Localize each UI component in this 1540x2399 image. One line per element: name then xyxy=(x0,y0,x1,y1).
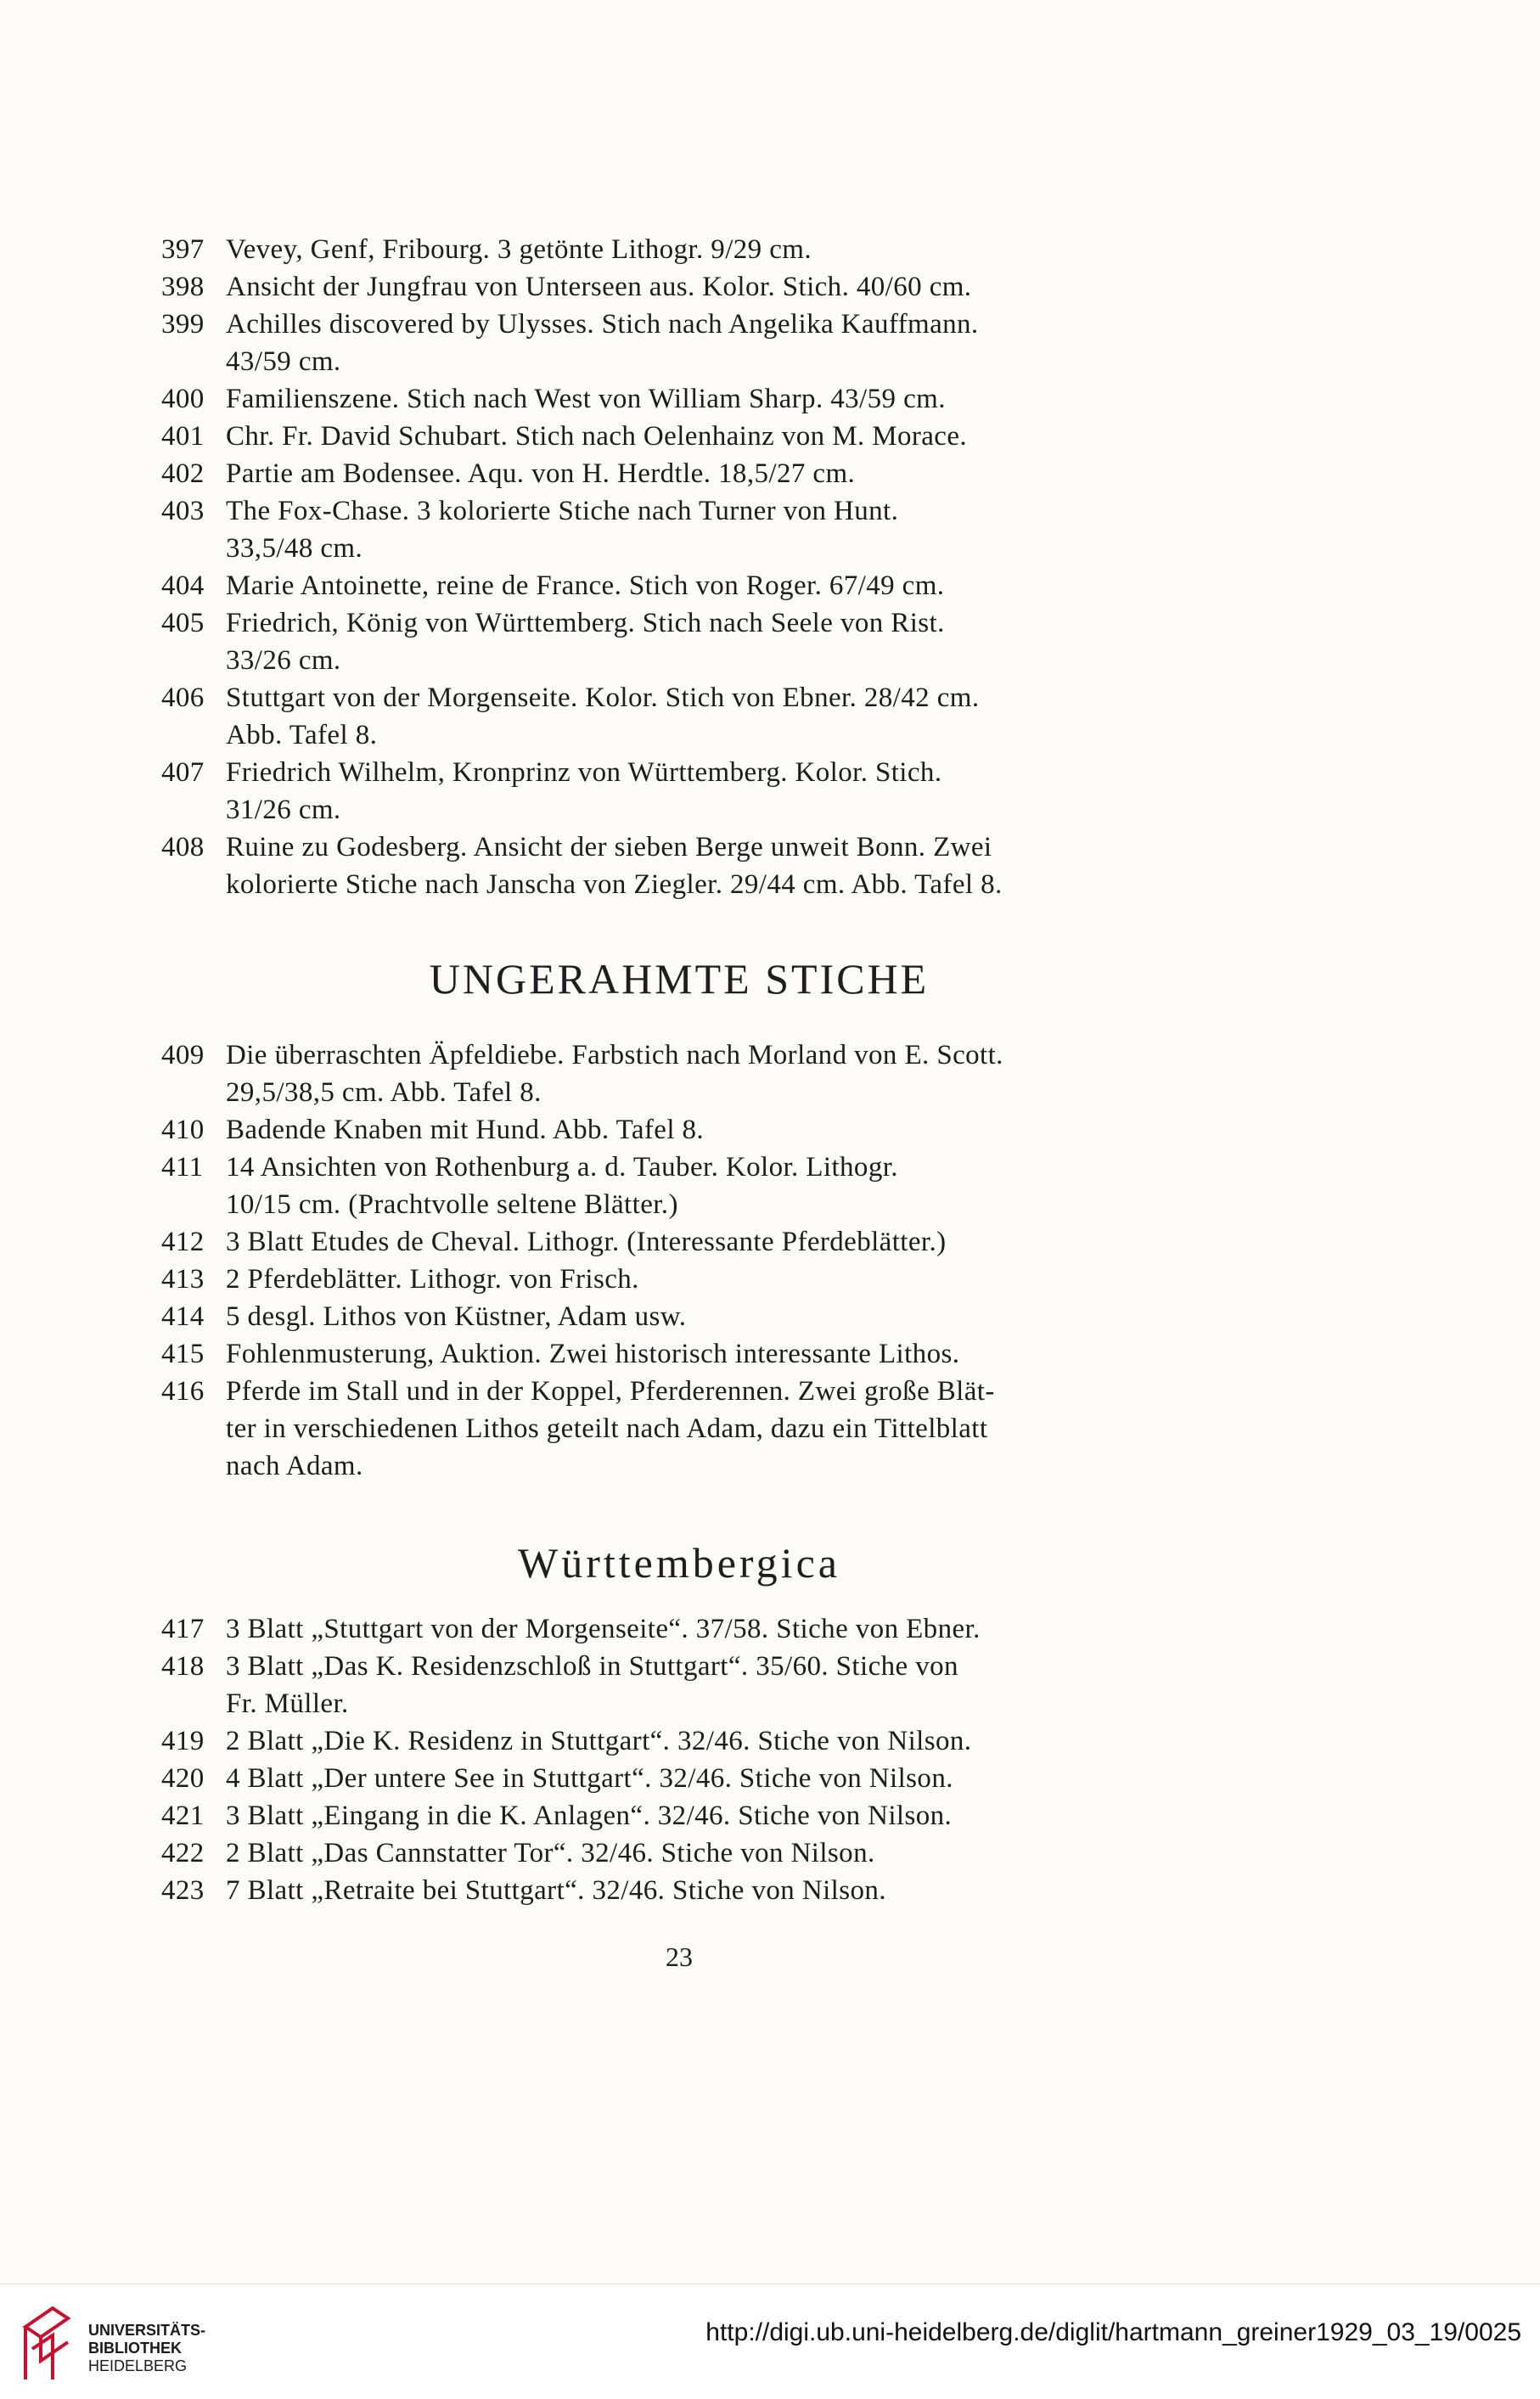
entry-number: 413 xyxy=(161,1264,205,1295)
entry-number: 415 xyxy=(161,1339,205,1369)
entry-number: 408 xyxy=(161,832,205,862)
catalog-entry xyxy=(161,1797,1206,1834)
entry-line: The Fox-Chase. 3 kolorierte Stiche nach Turner von Hunt. xyxy=(226,496,899,526)
catalog-entry xyxy=(161,231,1206,268)
entry-line: nach Adam. xyxy=(226,1451,363,1481)
entry-line: 3 Blatt „Eingang in die K. Anlagen“. 32/46. Stiche von Nilson. xyxy=(226,1801,953,1831)
catalog-entry xyxy=(161,268,1206,306)
entry-number: 421 xyxy=(161,1801,205,1831)
entry-number: 409 xyxy=(161,1040,205,1070)
catalog-entry xyxy=(161,1648,1206,1722)
entry-line: Ansicht der Jungfrau von Unterseen aus. Kolor. Stich. 40/60 cm. xyxy=(226,272,972,302)
entry-line: 5 desgl. Lithos von Küstner, Adam usw. xyxy=(226,1301,687,1332)
entry-number: 423 xyxy=(161,1875,205,1906)
entry-number: 411 xyxy=(161,1152,204,1183)
entry-number: 420 xyxy=(161,1763,205,1794)
entry-number: 397 xyxy=(161,234,205,265)
entry-line: Marie Antoinette, reine de France. Stich von Roger. 67/49 cm. xyxy=(226,570,945,601)
entry-number: 416 xyxy=(161,1376,205,1407)
entry-line: 3 Blatt Etudes de Cheval. Lithogr. (Interessante Pferdeblätter.) xyxy=(226,1227,947,1257)
entry-line: 29,5/38,5 cm. Abb. Tafel 8. xyxy=(226,1077,542,1108)
institution-line-3: HEIDELBERG xyxy=(88,2357,188,2374)
catalog-entry xyxy=(161,455,1206,492)
catalog-entry xyxy=(161,1149,1206,1223)
catalog-entry xyxy=(161,1261,1206,1298)
entry-line: 33,5/48 cm. xyxy=(226,533,363,564)
entry-text xyxy=(226,1834,1206,1872)
catalog-entry xyxy=(161,492,1206,567)
catalog-entry xyxy=(161,1037,1206,1111)
entry-line: Chr. Fr. David Schubart. Stich nach Oelenhainz von M. Morace. xyxy=(226,421,968,452)
section-title-ungerahmte-stiche: UNGERAHMTE STICHE xyxy=(429,955,930,1003)
entry-line: 43/59 cm. xyxy=(226,346,341,377)
entry-number: 405 xyxy=(161,608,205,638)
entry-text xyxy=(226,268,1206,306)
entry-text xyxy=(226,231,1206,268)
entry-text xyxy=(226,604,1206,679)
institution-line-2: BIBLIOTHEK xyxy=(88,2340,182,2357)
catalog-list-c xyxy=(161,1610,1206,1909)
source-url-link[interactable]: http://digi.ub.uni-heidelberg.de/diglit/hartmann_greiner1929_03_19/0025 xyxy=(705,2318,1521,2346)
footer-bar xyxy=(0,2284,1540,2399)
entry-text xyxy=(226,679,1206,754)
catalog-entry xyxy=(161,754,1206,829)
institution-line-1: UNIVERSITÄTS- xyxy=(88,2322,206,2339)
entry-text xyxy=(226,1037,1206,1111)
catalog-entry xyxy=(161,418,1206,455)
entry-line: Stuttgart von der Morgenseite. Kolor. Stich von Ebner. 28/42 cm. xyxy=(226,683,980,713)
entry-line: 3 Blatt „Stuttgart von der Morgenseite“. 37/58. Stiche von Ebner. xyxy=(226,1614,981,1644)
entry-text xyxy=(226,1261,1206,1298)
catalog-list-b xyxy=(161,1037,1206,1485)
catalog-entry xyxy=(161,1298,1206,1335)
entry-text xyxy=(226,1722,1206,1760)
entry-text xyxy=(226,1373,1206,1485)
catalog-entry xyxy=(161,1335,1206,1373)
entry-number: 412 xyxy=(161,1227,205,1257)
catalog-entry xyxy=(161,1760,1206,1797)
catalog-entry xyxy=(161,380,1206,418)
entry-number: 419 xyxy=(161,1726,205,1756)
entry-text xyxy=(226,1111,1206,1149)
entry-line: Badende Knaben mit Hund. Abb. Tafel 8. xyxy=(226,1115,705,1145)
entry-line: 3 Blatt „Das K. Residenzschloß in Stuttgart“. 35/60. Stiche von xyxy=(226,1651,958,1682)
entry-line: Ruine zu Godesberg. Ansicht der sieben Berge unweit Bonn. Zwei xyxy=(226,832,992,862)
catalog-entry xyxy=(161,1111,1206,1149)
section-title-wuerttembergica: Württembergica xyxy=(518,1539,840,1587)
catalog-entry xyxy=(161,829,1206,903)
entry-line: Partie am Bodensee. Aqu. von H. Herdtle. 18,5/27 cm. xyxy=(226,458,856,489)
entry-number: 410 xyxy=(161,1115,205,1145)
entry-line: 4 Blatt „Der untere See in Stuttgart“. 32/46. Stiche von Nilson. xyxy=(226,1763,953,1794)
entry-line: Pferde im Stall und in der Koppel, Pferderennen. Zwei große Blät- xyxy=(226,1376,995,1407)
entry-text xyxy=(226,418,1206,455)
catalog-entry xyxy=(161,1834,1206,1872)
entry-number: 399 xyxy=(161,309,205,340)
entry-number: 402 xyxy=(161,458,205,489)
entry-line: 2 Pferdeblätter. Lithogr. von Frisch. xyxy=(226,1264,639,1295)
entry-line: ter in verschiedenen Lithos geteilt nach Adam, dazu ein Tittelblatt xyxy=(226,1413,988,1444)
entry-number: 414 xyxy=(161,1301,205,1332)
entry-number: 422 xyxy=(161,1838,205,1868)
entry-text xyxy=(226,754,1206,829)
entry-text xyxy=(226,1760,1206,1797)
entry-line: Fr. Müller. xyxy=(226,1688,349,1719)
entry-number: 404 xyxy=(161,570,205,601)
catalog-entry xyxy=(161,306,1206,380)
entry-text xyxy=(226,492,1206,567)
catalog-list-a xyxy=(161,231,1206,903)
entry-text xyxy=(226,1648,1206,1722)
entry-text xyxy=(226,1223,1206,1261)
entry-text xyxy=(226,1298,1206,1335)
entry-line: Achilles discovered by Ulysses. Stich nach Angelika Kauffmann. xyxy=(226,309,979,340)
entry-line: Die überraschten Äpfeldiebe. Farbstich nach Morland von E. Scott. xyxy=(226,1040,1003,1070)
catalog-entry xyxy=(161,1223,1206,1261)
entry-line: 10/15 cm. (Prachtvolle seltene Blätter.) xyxy=(226,1189,678,1220)
entry-text xyxy=(226,829,1206,903)
entry-number: 403 xyxy=(161,496,205,526)
entry-line: Friedrich, König von Württemberg. Stich nach Seele von Rist. xyxy=(226,608,945,638)
catalog-entry xyxy=(161,604,1206,679)
catalog-entry xyxy=(161,1872,1206,1909)
catalog-entry xyxy=(161,1722,1206,1760)
entry-number: 417 xyxy=(161,1614,205,1644)
catalog-entry xyxy=(161,1610,1206,1648)
entry-number: 418 xyxy=(161,1651,205,1682)
catalog-entry xyxy=(161,679,1206,754)
entry-line: 14 Ansichten von Rothenburg a. d. Tauber. Kolor. Lithogr. xyxy=(226,1152,898,1183)
catalog-entry xyxy=(161,567,1206,604)
entry-line: Vevey, Genf, Fribourg. 3 getönte Lithogr. 9/29 cm. xyxy=(226,234,812,265)
entry-text xyxy=(226,455,1206,492)
entry-line: Friedrich Wilhelm, Kronprinz von Württemberg. Kolor. Stich. xyxy=(226,757,942,788)
entry-line: kolorierte Stiche nach Janscha von Ziegler. 29/44 cm. Abb. Tafel 8. xyxy=(226,869,1003,900)
entry-text xyxy=(226,380,1206,418)
entry-text xyxy=(226,1797,1206,1834)
catalog-entry xyxy=(161,1373,1206,1485)
entry-number: 400 xyxy=(161,384,205,414)
entry-number: 407 xyxy=(161,757,205,788)
entry-line: 2 Blatt „Die K. Residenz in Stuttgart“. 32/46. Stiche von Nilson. xyxy=(226,1726,972,1756)
institution-name xyxy=(88,2322,205,2375)
entry-number: 401 xyxy=(161,421,205,452)
entry-text xyxy=(226,567,1206,604)
entry-line: 33/26 cm. xyxy=(226,645,341,676)
entry-line: Familienszene. Stich nach West von William Sharp. 43/59 cm. xyxy=(226,384,946,414)
entry-text xyxy=(226,1872,1206,1909)
entry-number: 406 xyxy=(161,683,205,713)
entry-line: Fohlenmusterung, Auktion. Zwei historisch interessante Lithos. xyxy=(226,1339,960,1369)
entry-text xyxy=(226,1610,1206,1648)
entry-line: Abb. Tafel 8. xyxy=(226,720,378,750)
entry-number: 398 xyxy=(161,272,205,302)
entry-line: 2 Blatt „Das Cannstatter Tor“. 32/46. Stiche von Nilson. xyxy=(226,1838,875,1868)
entry-line: 31/26 cm. xyxy=(226,795,341,825)
entry-text xyxy=(226,1335,1206,1373)
library-logo-icon xyxy=(19,2301,75,2386)
entry-text xyxy=(226,306,1206,380)
page-number: 23 xyxy=(666,1941,693,1972)
entry-text xyxy=(226,1149,1206,1223)
entry-line: 7 Blatt „Retraite bei Stuttgart“. 32/46. Stiche von Nilson. xyxy=(226,1875,886,1906)
